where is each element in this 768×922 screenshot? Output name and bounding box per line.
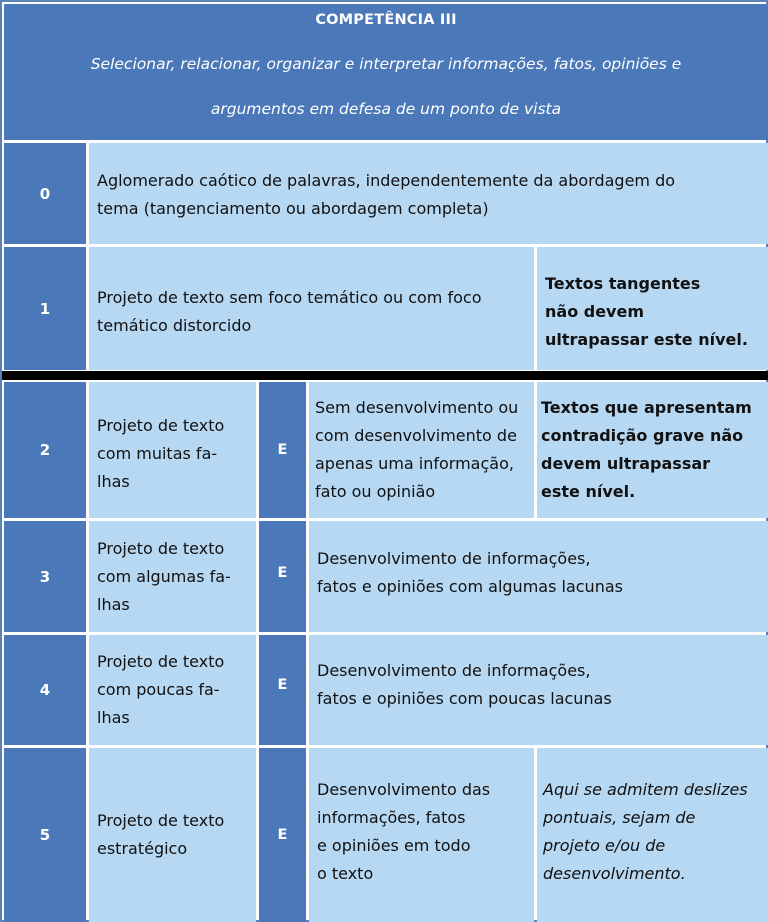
development-line: o texto <box>317 864 374 883</box>
connector-label: E <box>277 677 288 693</box>
level-3-cell <box>4 521 86 632</box>
level-number: 4 <box>39 681 51 699</box>
project-line: com muitas fa- <box>97 444 218 463</box>
project-line: Projeto de texto <box>97 811 225 830</box>
development-line: fatos e opiniões com poucas lacunas <box>317 689 612 708</box>
level-2-cell <box>4 382 86 518</box>
development-line: com desenvolvimento de <box>315 426 517 445</box>
project-line: Projeto de texto <box>97 538 225 558</box>
level-number: 3 <box>39 567 51 586</box>
project-line: lhas <box>97 472 130 491</box>
connector-label: E <box>277 564 288 581</box>
level-3-connector <box>259 521 306 632</box>
level-1-cell <box>4 247 86 370</box>
level-5-cell <box>4 748 86 922</box>
note-line: Textos que apresentam <box>541 398 752 417</box>
note-line: devem ultrapassar <box>541 454 711 473</box>
level-2-connector <box>259 382 306 518</box>
development-line: fato ou opinião <box>315 482 436 501</box>
level-2-development <box>309 382 534 518</box>
level-4-development <box>309 635 768 745</box>
level-0-cell <box>4 143 86 244</box>
note-line: este nível. <box>541 482 636 501</box>
project-line: com algumas fa- <box>97 566 231 586</box>
description-line: temático distorcido <box>97 315 252 335</box>
table-header <box>4 4 768 140</box>
header-subtitle-line1: Selecionar, relacionar, organizar e interpretar informações, fatos, opiniões e <box>90 55 682 73</box>
level-3-project <box>89 521 256 632</box>
note-line: Aqui se admitem deslizes <box>543 780 748 799</box>
project-line: lhas <box>97 594 130 614</box>
note-line: não devem <box>545 301 645 321</box>
description-line: Aglomerado caótico de palavras, independentemente da abordagem do <box>97 170 676 190</box>
level-4-connector <box>259 635 306 745</box>
development-line: apenas uma informação, <box>315 454 514 473</box>
level-5-development <box>309 748 534 922</box>
level-2-project <box>89 382 256 518</box>
level-number: 0 <box>39 184 51 203</box>
project-line: estratégico <box>97 839 188 858</box>
description-line: Projeto de texto sem foco temático ou com foco <box>97 287 482 307</box>
development-line: Sem desenvolvimento ou <box>315 398 519 417</box>
note-line: pontuais, sejam de <box>543 808 696 827</box>
level-0-description <box>89 143 768 244</box>
level-3-development <box>309 521 768 632</box>
level-5-note <box>537 748 768 922</box>
level-5-project <box>89 748 256 922</box>
note-line: ultrapassar este nível. <box>545 329 748 349</box>
note-line: contradição grave não <box>541 426 744 445</box>
note-line: desenvolvimento. <box>543 864 686 883</box>
note-line: Textos tangentes <box>545 273 701 293</box>
level-1-description <box>89 247 534 370</box>
level-number: 5 <box>39 826 51 844</box>
level-2-note <box>537 382 768 518</box>
level-number: 1 <box>39 299 51 318</box>
project-line: Projeto de texto <box>97 652 225 671</box>
level-5-connector <box>259 748 306 922</box>
level-4-project <box>89 635 256 745</box>
development-line: Desenvolvimento de informações, <box>317 661 591 680</box>
project-line: com poucas fa- <box>97 680 220 699</box>
level-4-cell <box>4 635 86 745</box>
development-line: informações, fatos <box>317 808 466 827</box>
development-line: fatos e opiniões com algumas lacunas <box>317 576 623 596</box>
level-1-note <box>537 247 768 370</box>
note-line: projeto e/ou de <box>543 836 666 855</box>
header-title: COMPETÊNCIA III <box>315 12 457 28</box>
project-line: lhas <box>97 708 130 727</box>
development-line: Desenvolvimento de informações, <box>317 548 591 568</box>
connector-label: E <box>277 827 288 843</box>
header-subtitle-line2: argumentos em defesa de um ponto de vista <box>210 100 562 118</box>
development-line: e opiniões em todo <box>317 836 471 855</box>
project-line: Projeto de texto <box>97 416 225 435</box>
development-line: Desenvolvimento das <box>317 780 491 799</box>
section-divider <box>2 371 768 380</box>
description-line: tema (tangenciamento ou abordagem completa) <box>97 198 489 218</box>
level-number: 2 <box>39 441 51 459</box>
connector-label: E <box>277 442 288 458</box>
